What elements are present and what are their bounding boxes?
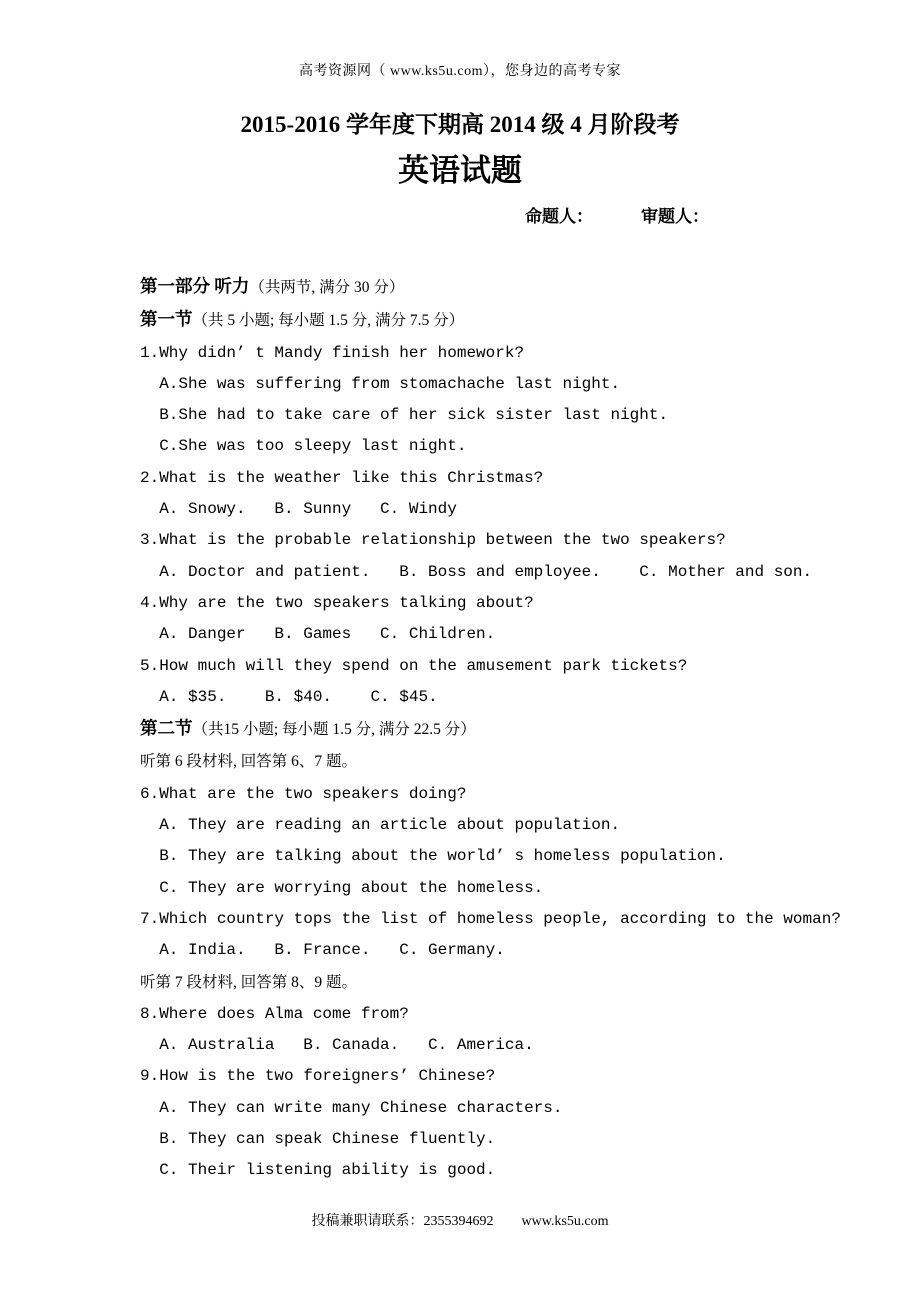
line-text: 4.Why are the two speakers talking about? xyxy=(140,593,534,612)
text-line xyxy=(140,557,830,588)
line-text: （共15 小题; 每小题 1.5 分, 满分 22.5 分） xyxy=(192,721,476,739)
line-text: B.She had to take care of her sick sister last night. xyxy=(140,406,669,425)
text-line xyxy=(140,779,830,810)
byline xyxy=(525,202,920,227)
section-heading-bold: 第一部分 听力 xyxy=(140,276,250,296)
document-title: 2015-2016 学年度下期高 2014 级 4 月阶段考 xyxy=(240,112,680,137)
section-heading-line xyxy=(140,304,830,337)
line-text: C. They are worrying about the homeless. xyxy=(140,878,544,897)
line-text: A. Australia B. Canada. C. America. xyxy=(140,1036,534,1055)
line-text: A. Danger B. Games C. Children. xyxy=(140,625,496,644)
page-footer xyxy=(0,1210,920,1230)
text-line xyxy=(140,810,830,841)
text-line xyxy=(140,904,841,935)
line-text: 7.Which country tops the list of homeless people, according to the woman? xyxy=(140,909,841,928)
text-line xyxy=(140,1124,830,1155)
text-line xyxy=(140,588,830,619)
line-text: A. They can write many Chinese characters. xyxy=(140,1098,563,1117)
line-text: 3.What is the probable relationship between the two speakers? xyxy=(140,531,726,550)
text-line xyxy=(140,651,830,682)
text-line xyxy=(140,1093,830,1124)
reviewer-label: 审题人： xyxy=(641,207,709,226)
line-text: C.She was too sleepy last night. xyxy=(140,437,467,456)
text-line xyxy=(140,431,830,462)
text-line xyxy=(140,525,830,556)
text-line xyxy=(140,1061,830,1092)
text-line xyxy=(140,999,830,1030)
line-text: 5.How much will they spend on the amusement park tickets? xyxy=(140,656,688,675)
section-heading-bold: 第二节 xyxy=(140,718,193,739)
footer-contact: 投稿兼职请联系：2355394692 xyxy=(311,1214,494,1229)
text-line xyxy=(140,682,830,713)
footer-site: www.ks5u.com xyxy=(521,1214,609,1229)
text-line xyxy=(140,967,830,999)
text-line xyxy=(140,935,830,966)
proposer-label: 命题人： xyxy=(525,207,593,226)
line-text: A. India. B. France. C. Germany. xyxy=(140,941,505,960)
text-line xyxy=(140,463,830,494)
line-text: B. They can speak Chinese fluently. xyxy=(140,1130,496,1149)
line-text: （共 5 小题; 每小题 1.5 分, 满分 7.5 分） xyxy=(192,312,465,330)
text-line xyxy=(140,338,830,369)
text-line xyxy=(140,494,830,525)
line-text: 听第 6 段材料, 回答第 6、7 题。 xyxy=(140,753,358,771)
text-line xyxy=(140,619,830,650)
line-text: 6.What are the two speakers doing? xyxy=(140,784,467,803)
line-text: 8.Where does Alma come from? xyxy=(140,1004,409,1023)
line-text: 9.How is the two foreigners’ Chinese? xyxy=(140,1067,496,1086)
line-text: 1.Why didn’ t Mandy finish her homework? xyxy=(140,343,525,362)
section-heading-line xyxy=(140,713,830,746)
line-text: A. $35. B. $40. C. $45. xyxy=(140,687,438,706)
text-line xyxy=(140,1030,830,1061)
text-line xyxy=(140,746,830,778)
line-text: A. Doctor and patient. B. Boss and employee. C. Mother and son. xyxy=(140,562,813,581)
line-text: A.She was suffering from stomachache last night. xyxy=(140,374,621,393)
line-text: A. They are reading an article about population. xyxy=(140,816,621,835)
line-text: （共两节, 满分 30 分） xyxy=(249,279,405,296)
site-header: 高考资源网（ www.ks5u.com），您身边的高考专家 xyxy=(299,64,621,79)
line-text: 听第 7 段材料, 回答第 8、9 题。 xyxy=(140,973,358,991)
line-text: 2.What is the weather like this Christmas? xyxy=(140,468,544,487)
text-line xyxy=(140,873,830,904)
line-text: C. Their listening ability is good. xyxy=(140,1161,496,1180)
section-heading-bold: 第一节 xyxy=(140,309,193,330)
text-line xyxy=(140,369,830,400)
document-subtitle: 英语试题 xyxy=(398,153,522,188)
text-line xyxy=(140,1155,830,1186)
section-heading-line xyxy=(140,271,830,304)
document-lines xyxy=(140,271,841,1187)
line-text: A. Snowy. B. Sunny C. Windy xyxy=(140,500,457,519)
text-line xyxy=(140,400,830,431)
text-line xyxy=(140,841,830,872)
line-text: B. They are talking about the world’ s homeless population. xyxy=(140,847,726,866)
